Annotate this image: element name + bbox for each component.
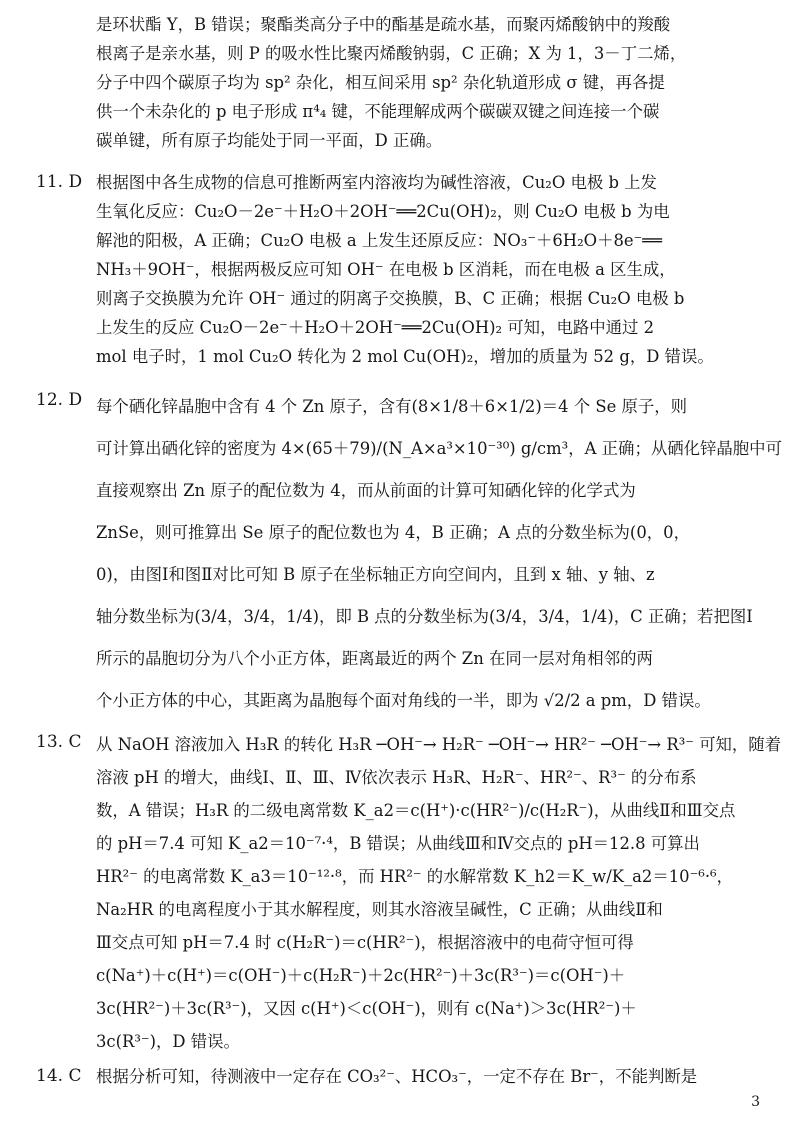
text-line: 0)，由图Ⅰ和图Ⅱ对比可知 B 原子在坐标轴正方向空间内，且到 x 轴、y 轴、z: [96, 565, 655, 584]
text-line: 从 NaOH 溶液加入 H₃R 的转化 H₃R ─OH⁻→ H₂R⁻ ─OH⁻→ HR²⁻ ─OH⁻→ R³⁻ 可知，随着: [96, 735, 782, 754]
text-line: 是环状酯 Y，B 错误；聚酯类高分子中的酯基是疏水基，而聚丙烯酸钠中的羧酸: [96, 15, 671, 34]
text-line: Na₂HR 的电离程度小于其水解程度，则其水溶液呈碱性，C 正确；从曲线Ⅱ和: [96, 900, 663, 919]
text-line: 溶液 pH 的增大，曲线Ⅰ、Ⅱ、Ⅲ、Ⅳ依次表示 H₃R、H₂R⁻、HR²⁻、R³⁻ 的分布系: [96, 768, 697, 787]
text-line: 3c(R³⁻)，D 错误。: [96, 1032, 240, 1051]
text-line: 个小正方体的中心，其距离为晶胞每个面对角线的一半，即为 √2/2 a pm，D 错误。: [96, 691, 711, 710]
text-line: 3c(HR²⁻)＋3c(R³⁻)，又因 c(H⁺)＜c(OH⁻)，则有 c(Na⁺)＞3c(HR²⁻)＋: [96, 999, 637, 1018]
question-number: 11. D: [36, 172, 83, 192]
text-line: 直接观察出 Zn 原子的配位数为 4，而从前面的计算可知硒化锌的化学式为: [96, 481, 636, 500]
text-line: NH₃＋9OH⁻，根据两极反应可知 OH⁻ 在电极 b 区消耗，而在电极 a 区生成，: [96, 260, 676, 279]
text-line: 的 pH＝7.4 可知 K_a2＝10⁻⁷·⁴，B 错误；从曲线Ⅲ和Ⅳ交点的 pH＝12.8 可算出: [96, 834, 700, 853]
text-line: 解池的阳极，A 正确；Cu₂O 电极 a 上发生还原反应：NO₃⁻＋6H₂O＋8e⁻══: [96, 231, 663, 250]
text-line: 根离子是亲水基，则 P 的吸水性比聚丙烯酸钠弱，C 正确；X 为 1，3－丁二烯，: [96, 44, 687, 63]
question-number: 13. C: [36, 732, 82, 752]
answer-text: [96, 1062, 786, 1091]
question-number: 14. C: [36, 1066, 82, 1086]
text-line: 根据图中各生成物的信息可推断两室内溶液均为碱性溶液，Cu₂O 电极 b 上发: [96, 173, 657, 192]
text-line: 根据分析可知，待测液中一定存在 CO₃²⁻、HCO₃⁻，一定不存在 Br⁻，不能判断是: [96, 1067, 698, 1086]
text-line: 则离子交换膜为允许 OH⁻ 通过的阴离子交换膜，B、C 正确；根据 Cu₂O 电极 b: [96, 289, 685, 308]
text-line: 轴分数坐标为(3/4，3/4，1/4)，即 B 点的分数坐标为(3/4，3/4，1/4)，C 正确；若把图Ⅰ: [96, 607, 753, 626]
text-line: 所示的晶胞切分为八个小正方体，距离最近的两个 Zn 在同一层对角相邻的两: [96, 649, 653, 668]
text-line: 分子中四个碳原子均为 sp² 杂化，相互间采用 sp² 杂化轨道形成 σ 键，再各提: [96, 73, 665, 92]
question-number: 12. D: [36, 390, 83, 410]
text-line: 数，A 错误；H₃R 的二级电离常数 K_a2＝c(H⁺)·c(HR²⁻)/c(H₂R⁻)，从曲线Ⅱ和Ⅲ交点: [96, 801, 736, 820]
text-line: c(Na⁺)＋c(H⁺)＝c(OH⁻)＋c(H₂R⁻)＋2c(HR²⁻)＋3c(R³⁻)＝c(OH⁻)＋: [96, 966, 626, 985]
text-line: Ⅲ交点可知 pH＝7.4 时 c(H₂R⁻)＝c(HR²⁻)，根据溶液中的电荷守恒可得: [96, 933, 634, 952]
page-number: 3: [751, 1094, 760, 1110]
text-line: 碳单键，所有原子均能处于同一平面，D 正确。: [96, 131, 443, 150]
text-line: ZnSe，则可推算出 Se 原子的配位数也为 4，B 正确；A 点的分数坐标为(0，0，: [96, 523, 690, 542]
text-line: 可计算出硒化锌的密度为 4×(65＋79)/(N_A×a³×10⁻³⁰) g/cm³，A 正确；从硒化锌晶胞中可: [96, 439, 782, 458]
text-line: 每个硒化锌晶胞中含有 4 个 Zn 原子，含有(8×1/8＋6×1/2)＝4 个 Se 原子，则: [96, 397, 688, 416]
text-line: 供一个未杂化的 p 电子形成 π⁴₄ 键，不能理解成两个碳碳双键之间连接一个碳: [96, 102, 660, 121]
text-line: HR²⁻ 的电离常数 K_a3＝10⁻¹²·⁸，而 HR²⁻ 的水解常数 K_h2＝K_w/K_a2＝10⁻⁶·⁶，: [96, 867, 734, 886]
answer-text: [96, 168, 786, 371]
text-line: 上发生的反应 Cu₂O－2e⁻＋H₂O＋2OH⁻══2Cu(OH)₂ 可知，电路中通过 2: [96, 318, 655, 337]
text-line: 生氧化反应：Cu₂O－2e⁻＋H₂O＋2OH⁻══2Cu(OH)₂，则 Cu₂O 电极 b 为电: [96, 202, 670, 221]
answer-text: [96, 728, 786, 1058]
answer-text: [96, 386, 786, 722]
text-line: mol 电子时，1 mol Cu₂O 转化为 2 mol Cu(OH)₂，增加的质量为 52 g，D 错误。: [96, 347, 714, 366]
answer-text: [96, 10, 786, 155]
